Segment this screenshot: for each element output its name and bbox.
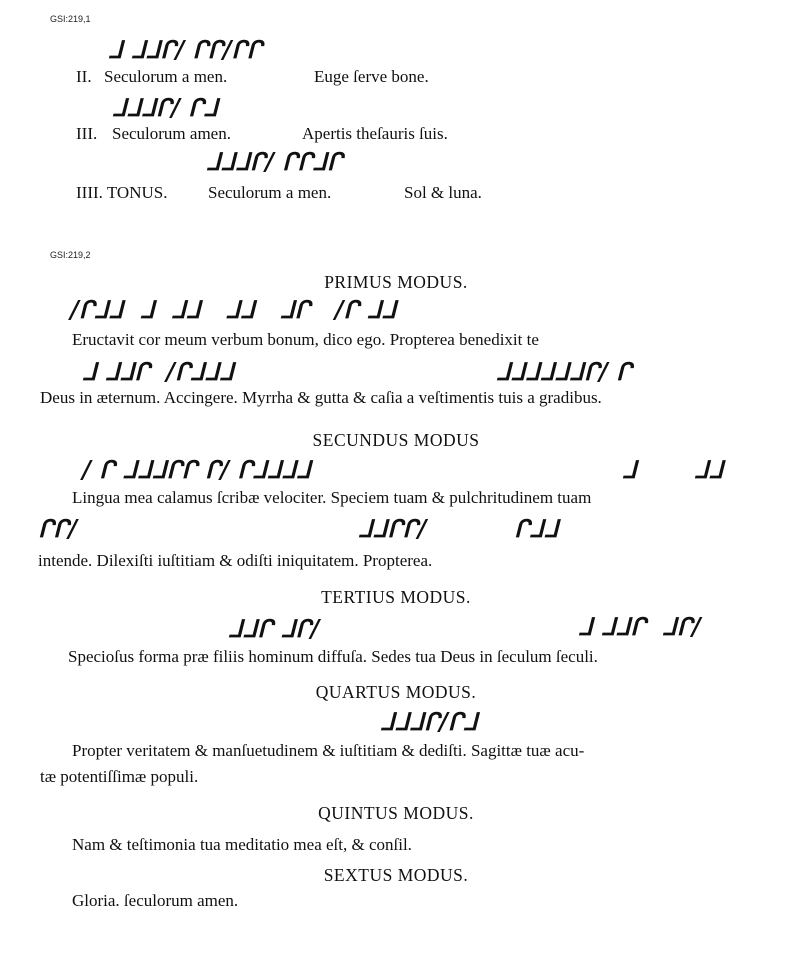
neume-line: ᒧᒧᒧᒋ/ ᒋᒧ: [112, 93, 218, 122]
antiphon-text: Apertis theſauris ſuis.: [302, 124, 448, 143]
section-tag-1: GSI:219,1: [50, 14, 91, 24]
neume-line: /ᒋᒧᒧ ᒧ ᒧᒧ ᒧᒧ ᒧᒋ /ᒋ ᒧᒧ: [70, 295, 397, 324]
chant-text: Gloria. ſeculorum amen.: [72, 891, 239, 910]
chant-text: Lingua mea calamus ſcribæ velociter. Speciem tuam & pulchritudinem tuam: [72, 488, 592, 507]
neume-line: ᒧ: [622, 455, 637, 484]
neume-line: ᒧᒧᒋ ᒧᒋ/: [228, 614, 320, 643]
chant-text: Eructavit cor meum verbum bonum, dico ego. Propterea benedixit te: [72, 330, 539, 349]
mode-title: SECUNDUS MODUS: [312, 430, 480, 450]
chant-text: Propter veritatem & manſuetudinem & iuſtitiam & dediſti. Sagittæ tuæ acu-: [72, 741, 585, 760]
mode-title: PRIMUS MODUS.: [324, 272, 468, 292]
psalm-line-text: Seculorum a men.: [104, 67, 228, 86]
neume-line: ᒧᒧᒧᒋ/ ᒋᒋᒧᒋ: [206, 147, 342, 176]
neume-line: ᒧᒧᒧᒧᒧᒧᒋ/ ᒋ: [496, 357, 632, 386]
psalm-line-number: IIII. TONUS.: [76, 183, 168, 202]
antiphon-text: Euge ſerve bone.: [314, 67, 429, 86]
section-tag-2: GSI:219,2: [50, 250, 91, 260]
chant-text: Deus in æternum. Accingere. Myrrha & gutta & caſia a veſtimentis tuis a gradibus.: [40, 388, 602, 407]
psalm-line-number: II.: [76, 67, 92, 86]
psalm-line-text: Seculorum amen.: [112, 124, 231, 143]
neume-line: ᒧᒧᒋᒋ/: [358, 514, 427, 543]
psalm-line-number: III.: [76, 124, 98, 143]
mode-title: SEXTUS MODUS.: [323, 865, 469, 885]
neume-line: ᒧ ᒧᒧᒋ /ᒋᒧᒧᒧ: [82, 357, 234, 386]
neume-line: ᒧᒧ: [694, 455, 724, 484]
mode-title: QUARTUS MODUS.: [315, 682, 477, 702]
chant-text: Specioſus forma præ filiis hominum diffuſa. Sedes tua Deus in ſeculum ſeculi.: [68, 647, 598, 666]
psalm-line-text: Seculorum a men.: [208, 183, 332, 202]
mode-title: QUINTUS MODUS.: [318, 803, 474, 823]
chant-text: Nam & teſtimonia tua meditatio mea eſt, & conſil.: [72, 835, 412, 854]
neume-line: ᒋᒧᒧ: [514, 514, 559, 543]
chant-text: tæ potentiſſimæ populi.: [40, 767, 199, 786]
neume-line: ᒧ ᒧᒧᒋ ᒧᒋ/: [578, 612, 701, 641]
neume-line: / ᒋ ᒧᒧᒧᒋᒋ ᒋ/ ᒋᒧᒧᒧᒧ: [82, 455, 311, 484]
chant-text: intende. Dilexiſti iuſtitiam & odiſti iniquitatem. Propterea.: [38, 551, 433, 570]
neume-line: ᒧ ᒧᒧᒋ/ ᒋᒋ/ᒋᒋ: [108, 35, 262, 64]
mode-title: TERTIUS MODUS.: [321, 587, 471, 607]
antiphon-text: Sol & luna.: [404, 183, 482, 202]
neume-line: ᒧᒧᒧᒋ/ᒋᒧ: [380, 707, 478, 736]
neume-line: ᒋᒋ/: [38, 514, 77, 543]
